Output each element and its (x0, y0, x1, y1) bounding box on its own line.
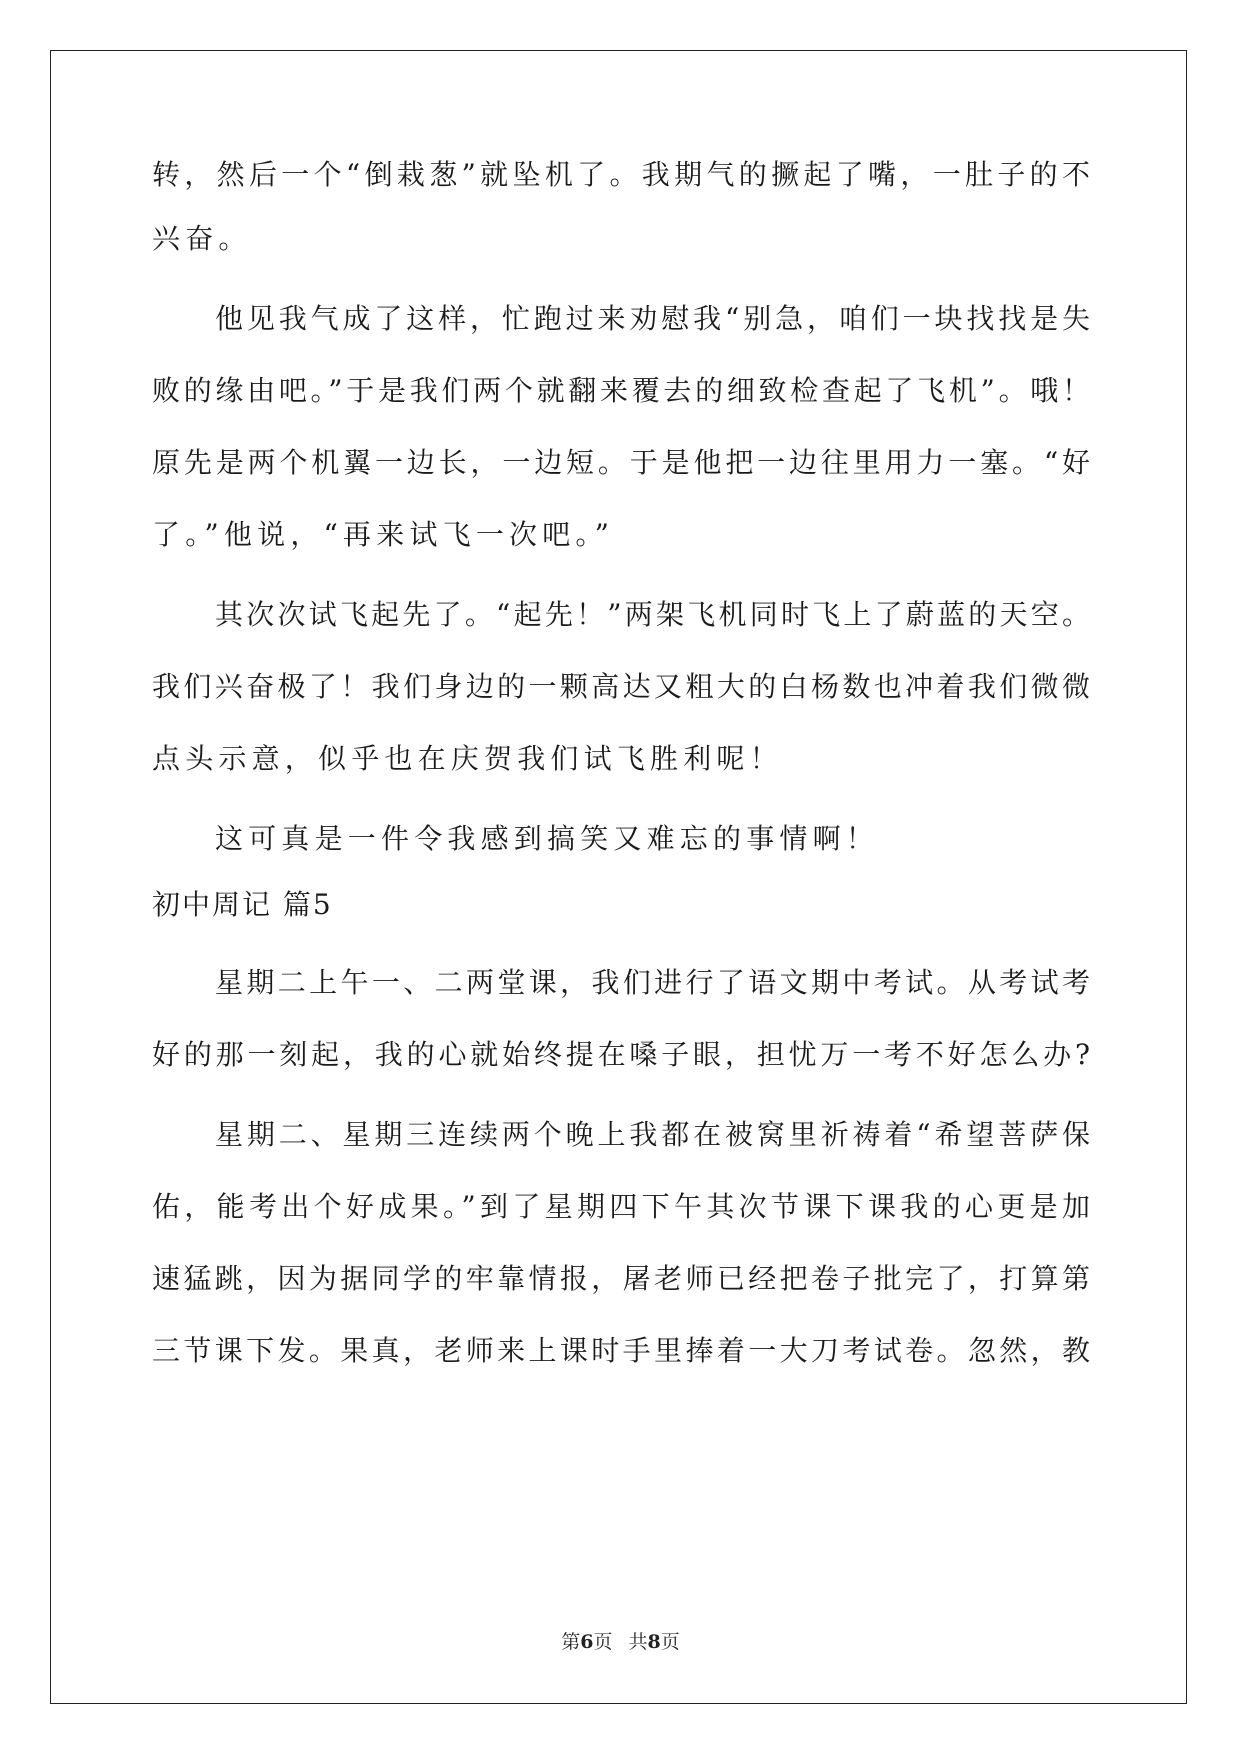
footer-prefix: 第 (561, 1631, 581, 1653)
footer-page-suffix: 页 (593, 1631, 613, 1653)
text-line: 星期二上午一、二两堂课，我们进行了语文期中考试。从考试考 (215, 966, 1090, 999)
page-number: 6 (580, 1631, 594, 1653)
text-line: 原先是两个机翼一边长，一边短。于是他把一边往里用力一塞。“好 (152, 446, 1090, 479)
total-pages: 8 (647, 1631, 661, 1653)
text-line: 星期二、星期三连续两个晚上我都在被窝里祈祷着“希望菩萨保 (215, 1118, 1090, 1151)
text-line: 其次次试飞起先了。“起先！”两架飞机同时飞上了蔚蓝的天空。 (215, 598, 1090, 631)
text-line: 转，然后一个“倒栽葱”就坠机了。我期气的撅起了嘴，一肚子的不 (152, 158, 1090, 191)
text-line: 佑，能考出个好成果。”到了星期四下午其次节课下课我的心更是加 (152, 1190, 1090, 1223)
text-line: 他见我气成了这样，忙跑过来劝慰我“别急，咱们一块找找是失 (215, 302, 1090, 335)
text-line: 兴奋。 (152, 222, 252, 255)
page-footer (0, 1630, 1241, 1654)
text-line: 点头示意，似乎也在庆贺我们试飞胜利呢！ (152, 742, 783, 775)
text-line: 三节课下发。果真，老师来上课时手里捧着一大刀考试卷。忽然，教 (152, 1334, 1090, 1367)
footer-total-suffix: 页 (660, 1631, 680, 1653)
text-line: 败的缘由吧。”于是我们两个就翻来覆去的细致检查起了飞机”。哦！ (152, 374, 1090, 407)
text-line: 了。”他说，“再来试飞一次吧。” (152, 518, 615, 551)
text-line: 我们兴奋极了！我们身边的一颗高达又粗大的白杨数也冲着我们微微 (152, 670, 1090, 703)
text-line: 速猛跳，因为据同学的牢靠情报，屠老师已经把卷子批完了，打算第 (152, 1262, 1090, 1295)
text-line: 这可真是一件令我感到搞笑又难忘的事情啊！ (215, 822, 880, 855)
section-heading: 初中周记 篇5 (152, 888, 333, 921)
text-line: 好的那一刻起，我的心就始终提在嗓子眼，担忧万一考不好怎么办? (152, 1038, 1090, 1071)
footer-total-prefix: 共 (628, 1631, 648, 1653)
